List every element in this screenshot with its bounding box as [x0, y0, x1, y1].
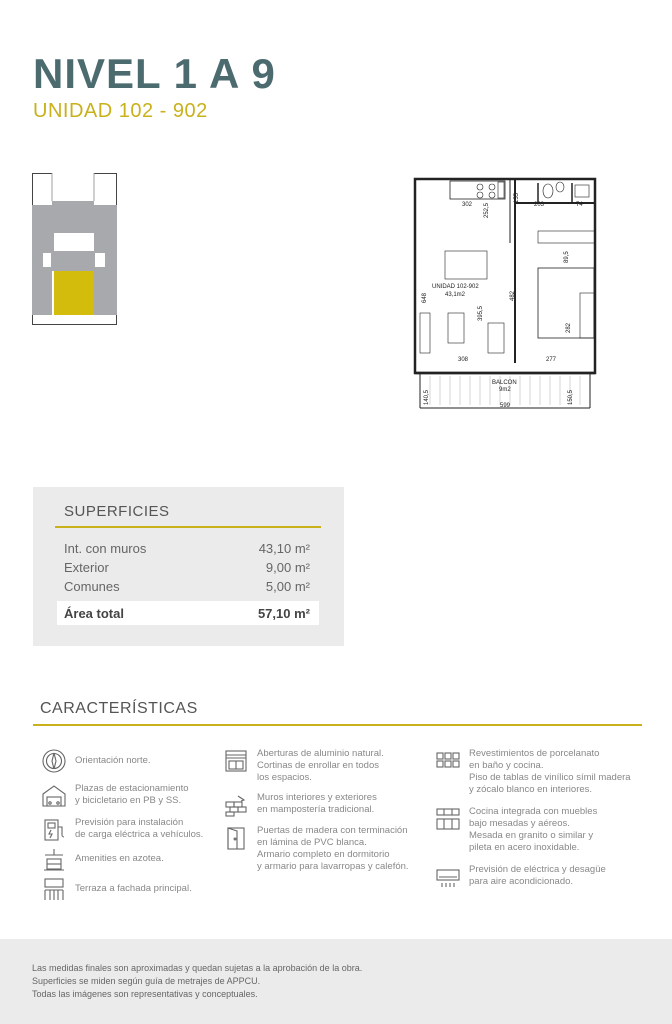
feature-text: bajo mesadas y aéreos. [469, 818, 570, 829]
feature-text: Revestimientos de porcelanato [469, 748, 600, 759]
total-value: 57,10 m² [257, 605, 310, 621]
surface-value: 43,10 m² [258, 541, 310, 556]
feature-text: y zócalo blanco en interiores. [469, 784, 593, 795]
page-title: NIVEL 1 A 9 [33, 50, 276, 97]
highlighted-unit [54, 271, 94, 315]
surface-value: 9,00 m² [265, 560, 310, 575]
disclaimer-line: Las medidas finales son aproximadas y quedan sujetas a la aprobación de la obra. [32, 963, 363, 973]
door-icon [223, 825, 249, 851]
feature-item [41, 783, 189, 809]
amenities-icon [41, 847, 67, 873]
feature-text: Cocina integrada con muebles [469, 806, 598, 817]
dim-203: 203 [534, 202, 545, 208]
feature-text: Puertas de madera con terminación [257, 825, 408, 836]
dim-395: 395,5 [478, 305, 484, 321]
feature-text: pileta en acero inoxidable. [469, 842, 580, 853]
feature-text: Orientación norte. [75, 755, 151, 766]
dim-150: 150,5 [568, 389, 574, 405]
feature-text: y bicicletario en PB y SS. [75, 795, 182, 806]
surfaces-panel [33, 487, 344, 646]
feature-text: para aire acondicionado. [469, 876, 574, 887]
feature-text: Previsión para instalación [75, 817, 184, 828]
feature-text: Piso de tablas de vinílico símil madera [469, 772, 631, 783]
feature-item [223, 792, 377, 818]
dim-89: 89,5 [564, 251, 570, 263]
feature-text: Previsión de eléctrica y desagüe [469, 864, 606, 875]
balcony-label: BALCON [492, 380, 517, 386]
feature-item [435, 806, 597, 854]
feature-text: en mampostería tradicional. [257, 804, 375, 815]
feature-text: Mesada en granito o similar y [469, 830, 594, 841]
dim-282: 282 [566, 322, 572, 333]
dim-74: 74 [576, 202, 583, 208]
unit-area: 43,1m2 [445, 292, 466, 298]
kitchen-icon [435, 806, 461, 832]
floor-plan [410, 173, 600, 420]
garage-icon [41, 783, 67, 809]
brick-wall-icon [223, 792, 249, 818]
dim-277: 277 [546, 357, 557, 363]
feature-text: Terraza a fachada principal. [75, 883, 192, 894]
surface-value: 5,00 m² [265, 579, 310, 594]
unit-label: UNIDAD 102-902 [432, 284, 479, 290]
tiles-icon [435, 748, 461, 774]
feature-item [41, 748, 151, 774]
surface-total-row [57, 601, 319, 625]
features-divider [33, 724, 642, 726]
total-label: Área total [64, 605, 124, 621]
feature-text: en lámina de PVC blanca. [257, 837, 367, 848]
feature-text: Amenities en azotea. [75, 853, 164, 864]
surface-label: Int. con muros [64, 541, 147, 556]
feature-item [435, 864, 606, 890]
feature-text: Plazas de estacionamiento [75, 783, 189, 794]
footer-disclaimer [0, 939, 672, 1024]
air-conditioner-icon [435, 864, 461, 890]
feature-text: los espacios. [257, 772, 312, 783]
feature-item [41, 847, 164, 873]
feature-text: Aberturas de aluminio natural. [257, 748, 384, 759]
feature-text: y armario para lavarropas y calefón. [257, 861, 409, 872]
unit-subtitle: UNIDAD 102 - 902 [33, 100, 208, 122]
surface-row [64, 560, 310, 575]
disclaimer-line: Superficies se miden según guía de metrajes de APPCU. [32, 976, 261, 986]
surfaces-divider [55, 526, 321, 528]
balcony-area: 9m2 [499, 387, 511, 393]
dim-308: 308 [458, 357, 469, 363]
compass-icon [41, 748, 67, 774]
surface-row [64, 579, 310, 594]
feature-item [223, 748, 384, 784]
surfaces-title: SUPERFICIES [64, 503, 170, 520]
window-icon [223, 748, 249, 774]
dim-252: 252,5 [484, 202, 490, 218]
surface-label: Exterior [64, 560, 109, 575]
dim-140: 140,5 [424, 389, 430, 405]
ev-charger-icon [41, 817, 67, 843]
terrace-icon [41, 876, 67, 902]
surface-label: Comunes [64, 579, 120, 594]
feature-text: Armario completo en dormitorio [257, 849, 390, 860]
dim-302: 302 [462, 202, 473, 208]
features-title: CARACTERÍSTICAS [40, 700, 198, 717]
key-plan [32, 173, 117, 325]
disclaimer-line: Todas las imágenes son representativas y conceptuales. [32, 989, 258, 999]
feature-item [223, 825, 409, 873]
feature-text: Muros interiores y exteriores [257, 792, 377, 803]
feature-text: de carga eléctrica a vehículos. [75, 829, 204, 840]
dim-155: 155 [514, 192, 520, 203]
feature-text: Cortinas de enrollar en todos [257, 760, 379, 771]
feature-item [41, 817, 203, 843]
feature-text: en baño y cocina. [469, 760, 544, 771]
feature-item [41, 876, 192, 902]
feature-item [435, 748, 631, 796]
dim-648: 648 [422, 292, 428, 303]
dim-599: 599 [500, 403, 511, 409]
dim-482: 482 [510, 290, 516, 301]
surface-row [64, 541, 310, 556]
